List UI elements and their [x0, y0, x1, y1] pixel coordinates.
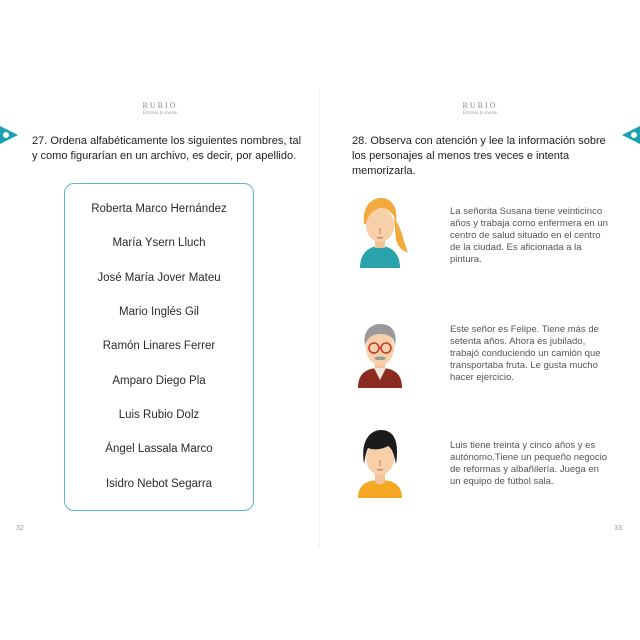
page-number: 33	[614, 525, 622, 532]
woman-redhead-avatar-icon	[350, 188, 410, 268]
person-description: Luis tiene treinta y cinco años y es autónomo.Tiene un pequeño negocio de reformas y albañilería. Juega en un equipo de fútbol sala.	[450, 440, 608, 487]
old-man-glasses-avatar-icon	[350, 308, 410, 388]
name-item: María Ysern Lluch	[112, 237, 206, 249]
page-tab-icon	[622, 126, 640, 144]
names-box	[64, 183, 254, 511]
left-page	[0, 88, 320, 548]
brand-name: RUBIO	[142, 101, 178, 110]
right-page	[320, 88, 640, 548]
page-tab-icon	[0, 126, 18, 144]
name-item: José María Jover Mateu	[97, 272, 221, 284]
brand-tagline: Entrena tu mente	[462, 111, 498, 116]
exercise-27-question: 27. Ordena alfabéticamente los siguientes nombres, tal y como figurarían en un archivo, es decir, por apellido.	[32, 135, 302, 162]
brand-tagline: Entrena tu mente	[142, 111, 178, 116]
person-description: Este señor es Felipe. Tiene más de setenta años. Ahora es jubilado, trabajó conduciendo un camión que transportaba fruta. Le gusta mucho hacer ejercicio.	[450, 324, 601, 383]
name-item: Ramón Linares Ferrer	[102, 340, 216, 352]
person-description: La señorita Susana tiene veinticinco años y trabaja como enfermera en un centro de salud situado en el centro de la ciudad. Es aficionada a la pintura.	[450, 206, 608, 265]
name-item: Mario Inglés Gil	[119, 306, 199, 318]
brand-logo	[440, 102, 520, 116]
page-number: 32	[16, 525, 24, 532]
name-item: Roberta Marco Hernández	[91, 203, 227, 215]
name-item: Isidro Nebot Segarra	[105, 478, 213, 490]
name-item: Luis Rubio Dolz	[118, 409, 200, 421]
brand-logo	[120, 102, 200, 116]
name-item: Ángel Lassala Marco	[105, 443, 213, 455]
exercise-28-question: 28. Observa con atención y lee la información sobre los personajes al menos tres veces e intenta memorizarla.	[352, 135, 606, 177]
brand-name: RUBIO	[462, 101, 498, 110]
name-item: Amparo Diego Pla	[112, 375, 206, 387]
young-man-dark-hair-avatar-icon	[350, 418, 410, 498]
